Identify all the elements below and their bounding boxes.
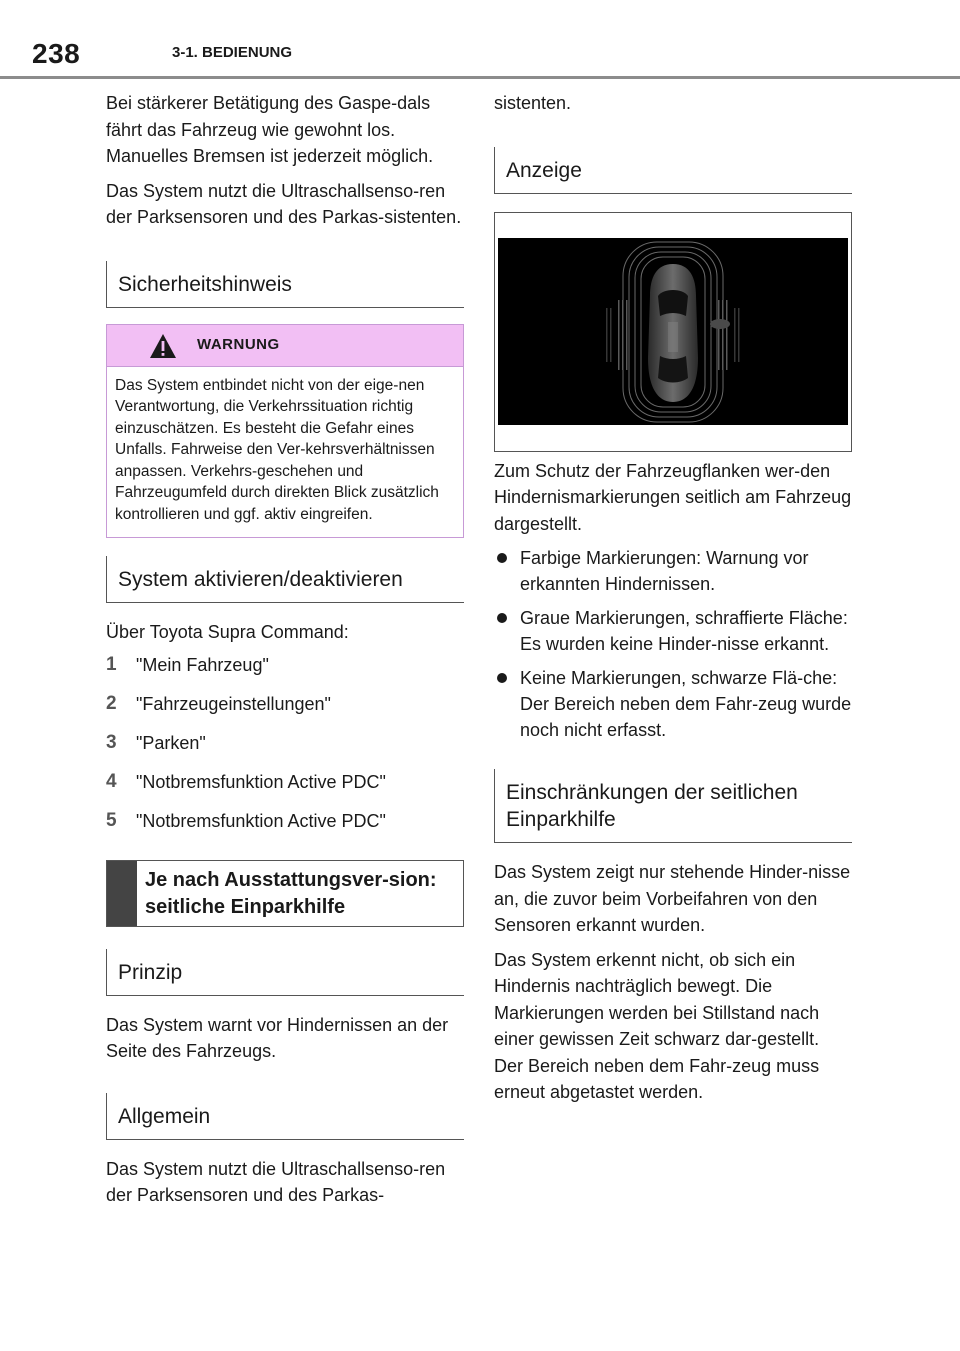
header-rule (0, 76, 960, 79)
display-screen (498, 238, 848, 425)
warning-header (107, 325, 463, 367)
marking-bullets (494, 545, 852, 743)
general-text: Das System nutzt die Ultraschallsenso-ren der Parksensoren und des Parkas- (106, 1158, 446, 1205)
intro-paragraph-1: Bei stärkerer Betätigung des Gaspe-dals fährt das Fahrzeug wie gewohnt los. Manuelles Bremsen ist jederzeit möglich. (106, 93, 434, 166)
activate-intro: Über Toyota Supra Command: (106, 622, 349, 642)
step-text: "Notbremsfunktion Active PDC" (136, 771, 386, 792)
feature-bar (107, 861, 137, 926)
bullet-dot-icon (494, 545, 520, 597)
step-number: 3 (106, 731, 117, 753)
step-text: "Notbremsfunktion Active PDC" (136, 810, 386, 831)
bullet-text: Farbige Markierungen: Warnung vor erkannten Hindernissen. (520, 548, 809, 594)
general-heading-text: Allgemein (118, 1104, 211, 1128)
limits-paragraph-1: Das System zeigt nur stehende Hinder-nisse an, die zuvor beim Vorbeifahren von den Sensoren erkannt wurden. (494, 862, 851, 935)
safety-heading (106, 261, 464, 308)
display-heading (494, 147, 852, 194)
feature-box (106, 860, 464, 927)
step-text: "Mein Fahrzeug" (136, 654, 269, 675)
step-text: "Fahrzeugeinstellungen" (136, 693, 331, 714)
step-item (106, 808, 464, 834)
step-item (106, 652, 464, 678)
intro-paragraph-2: Das System nutzt die Ultraschallsenso-ren der Parksensoren und des Parkas-sistenten. (106, 180, 462, 227)
step-item (106, 691, 464, 717)
bullet-dot-icon (494, 605, 520, 657)
principle-text: Das System warnt vor Hindernissen an der Seite des Fahrzeugs. (106, 1014, 449, 1061)
safety-heading-text: Sicherheitshinweis (118, 272, 292, 296)
principle-heading-text: Prinzip (118, 960, 183, 984)
step-number: 2 (106, 692, 117, 714)
step-item (106, 769, 464, 795)
activation-steps (106, 652, 464, 834)
display-heading-text: Anzeige (506, 158, 582, 182)
parking-display-figure (494, 212, 852, 452)
general-heading (106, 1093, 464, 1140)
principle-heading (106, 949, 464, 996)
page-number: 238 (32, 38, 81, 69)
left-column (106, 90, 464, 1217)
continued-text: sistenten. (494, 93, 572, 113)
bullet-item (494, 605, 852, 657)
bullet-text: Graue Markierungen, schraffierte Fläche: Es wurden keine Hinder-nisse erkannt. (520, 608, 848, 654)
step-item (106, 730, 464, 756)
page-header (0, 0, 960, 80)
step-number: 5 (106, 809, 117, 831)
figure-caption: Zum Schutz der Fahrzeugflanken wer-den Hindernismarkierungen seitlich am Fahrzeug dargestellt. (494, 460, 852, 534)
warning-title: WARNUNG (197, 335, 280, 353)
feature-title: Je nach Ausstattungsver-sion: seitliche Einparkhilfe (145, 868, 437, 918)
warning-text: Das System entbindet nicht von der eige-nen Verantwortung, die Verkehrssituation richtig einzuschätzen. Es besteht die Gefahr eines Unfalls. Fahrweise den Ver-kehrsverhältnissen anpassen. Verkehrs-geschehen und Fahrzeugumfeld durch direkten Blick zusätzlich kontrollieren und ggf. aktiv eingreifen. (115, 376, 439, 523)
limits-heading-text: Einschränkungen der seitlichen Einparkhilfe (506, 781, 798, 831)
limits-paragraph-2: Das System erkennt nicht, ob sich ein Hindernis nachträglich bewegt. Die Markierungen werden bei Stillstand nach einer gewissen Zeit schwarz dar-gestellt. Der Bereich neben dem Fahr-zeug muss erneut abgetastet werden. (494, 949, 820, 1102)
warning-box (106, 324, 464, 539)
right-column (494, 90, 852, 1114)
activate-heading-text: System aktivieren/deaktivieren (118, 568, 403, 591)
step-number: 1 (106, 653, 117, 675)
step-number: 4 (106, 770, 117, 792)
bullet-item (494, 545, 852, 597)
warning-triangle-icon (149, 333, 177, 359)
bullet-text: Keine Markierungen, schwarze Flä-che: Der Bereich neben dem Fahr-zeug wurde noch nicht erfasst. (520, 668, 852, 740)
step-text: "Parken" (136, 732, 206, 753)
car-overview-illustration (498, 238, 848, 425)
chapter-title: 3-1. BEDIENUNG (172, 44, 293, 61)
bullet-item (494, 665, 852, 743)
limits-heading (494, 769, 852, 843)
bullet-dot-icon (494, 665, 520, 743)
activate-heading (106, 556, 464, 603)
